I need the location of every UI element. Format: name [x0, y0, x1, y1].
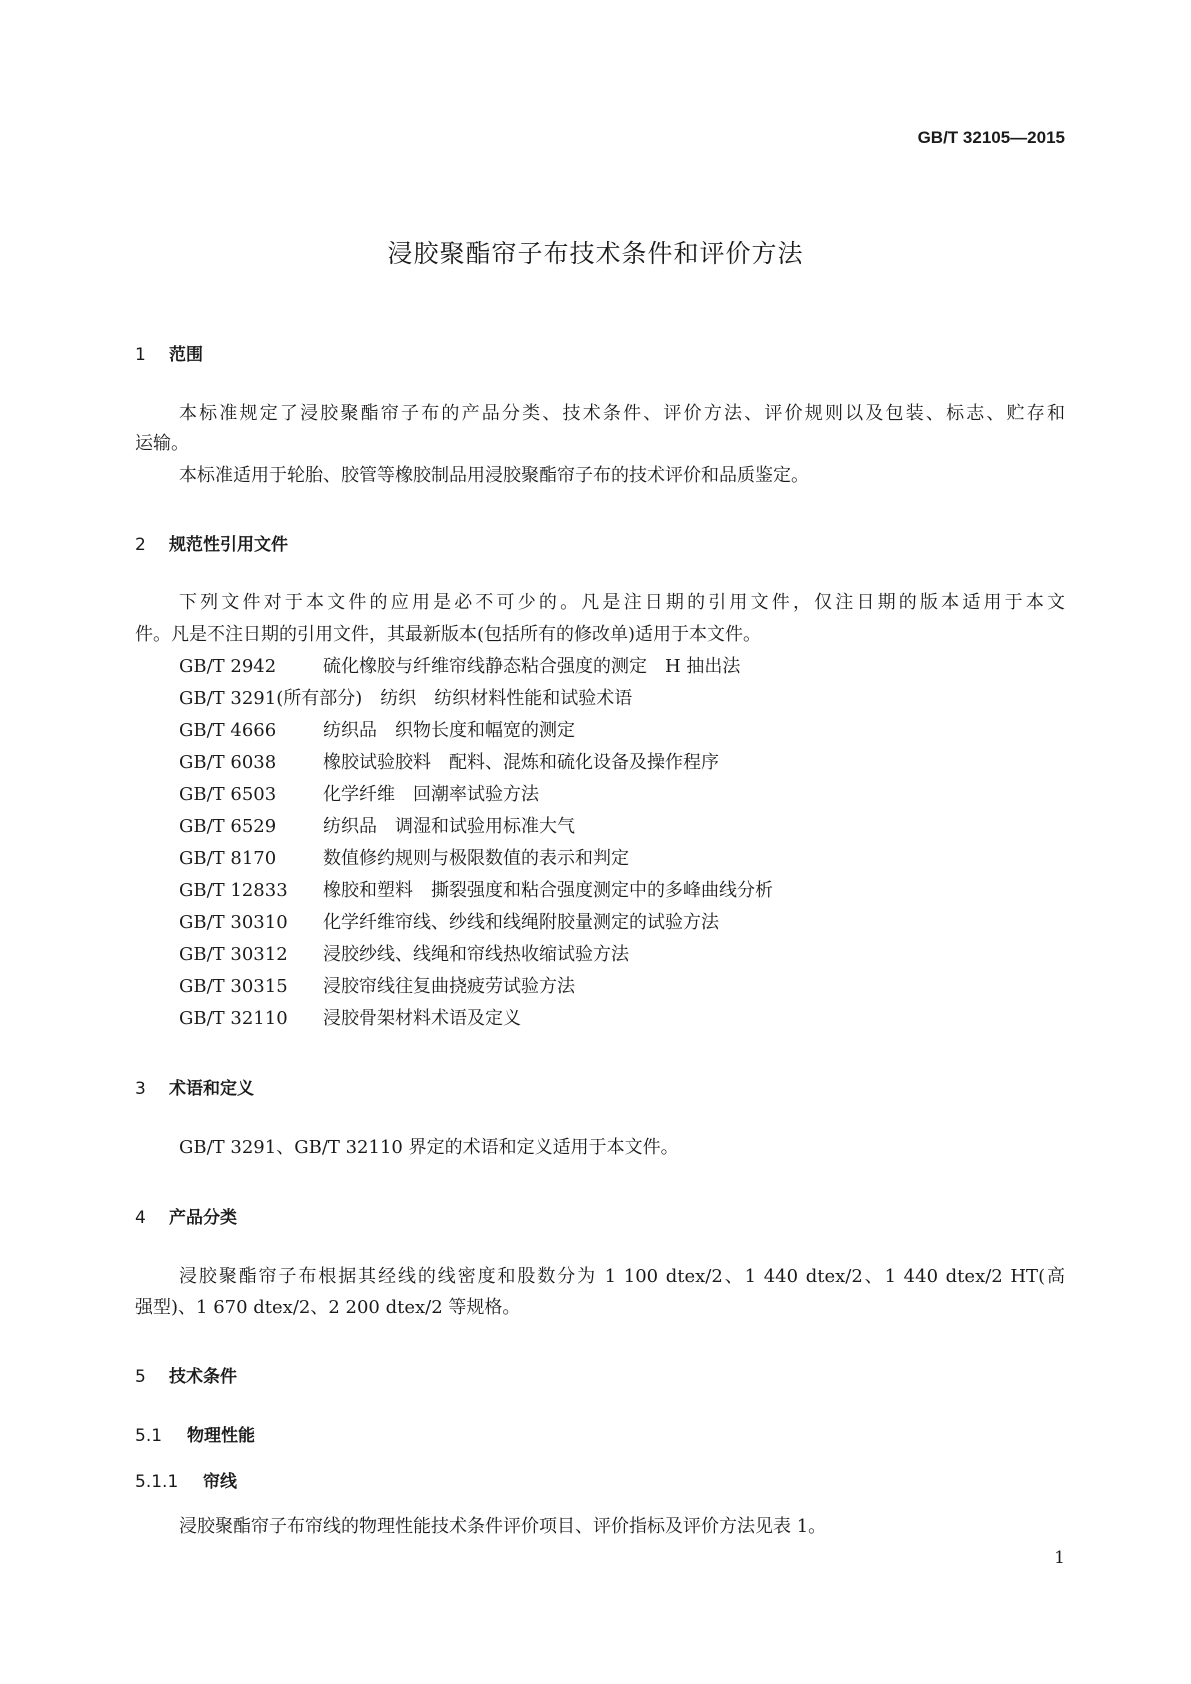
document-title: 浸胶聚酯帘子布技术条件和评价方法 — [387, 239, 804, 268]
paragraph-line: 本标准适用于轮胎、胶管等橡胶制品用浸胶聚酯帘子布的技术评价和品质鉴定。 — [179, 465, 809, 486]
section-1-heading: 1 范围 — [135, 345, 203, 365]
reference-item — [179, 975, 575, 999]
reference-item — [179, 879, 773, 903]
paragraph-line: 运输。 — [135, 433, 189, 454]
section-3-heading: 3 术语和定义 — [135, 1079, 254, 1099]
reference-title: 纺织 纺织材料性能和试验术语 — [380, 688, 633, 709]
reference-title: 化学纤维帘线、纱线和线绳附胶量测定的试验方法 — [323, 912, 719, 933]
reference-code: GB/T 6038 — [179, 752, 277, 773]
reference-item — [179, 911, 719, 935]
reference-code: GB/T 6503 — [179, 784, 277, 805]
reference-title: 浸胶纱线、线绳和帘线热收缩试验方法 — [323, 944, 629, 965]
reference-title: 橡胶和塑料 撕裂强度和粘合强度测定中的多峰曲线分析 — [323, 880, 773, 901]
reference-item — [179, 751, 719, 775]
reference-title: 化学纤维 回潮率试验方法 — [323, 784, 539, 805]
reference-title: 橡胶试验胶料 配料、混炼和硫化设备及操作程序 — [323, 752, 719, 773]
reference-item — [179, 655, 740, 679]
paragraph-line: 浸胶聚酯帘子布根据其经线的线密度和股数分为 1 100 dtex/2、1 440 dtex/2、1 440 dtex/2 HT(高 — [179, 1266, 1065, 1287]
reference-code: GB/T 30315 — [179, 976, 288, 997]
reference-title: 浸胶帘线往复曲挠疲劳试验方法 — [323, 976, 575, 997]
reference-title: 浸胶骨架材料术语及定义 — [323, 1008, 521, 1029]
reference-item — [179, 847, 629, 871]
reference-item — [179, 783, 539, 807]
section-4-heading: 4 产品分类 — [135, 1208, 237, 1228]
reference-code: GB/T 3291(所有部分) — [179, 688, 363, 709]
paragraph-line: 浸胶聚酯帘子布帘线的物理性能技术条件评价项目、评价指标及评价方法见表 1。 — [179, 1516, 827, 1537]
section-2-heading: 2 规范性引用文件 — [135, 535, 288, 555]
reference-title: 纺织品 调湿和试验用标准大气 — [323, 816, 575, 837]
reference-item — [179, 687, 632, 711]
reference-item — [179, 943, 629, 967]
paragraph-line: 强型)、1 670 dtex/2、2 200 dtex/2 等规格。 — [135, 1297, 521, 1318]
reference-title: 数值修约规则与极限数值的表示和判定 — [323, 848, 629, 869]
reference-code: GB/T 30312 — [179, 944, 288, 965]
paragraph-line: 下列文件对于本文件的应用是必不可少的。凡是注日期的引用文件，仅注日期的版本适用于本文 — [179, 592, 1065, 613]
reference-item — [179, 1007, 521, 1031]
section-5-1-heading: 5.1 物理性能 — [135, 1426, 255, 1446]
page-number: 1 — [1054, 1548, 1065, 1568]
reference-code: GB/T 4666 — [179, 720, 277, 741]
reference-title: 纺织品 织物长度和幅宽的测定 — [323, 720, 575, 741]
paragraph-line: GB/T 3291、GB/T 32110 界定的术语和定义适用于本文件。 — [179, 1137, 679, 1158]
reference-code: GB/T 32110 — [179, 1008, 288, 1029]
section-5-heading: 5 技术条件 — [135, 1367, 237, 1387]
standard-number: GB/T 32105—2015 — [917, 128, 1065, 147]
reference-code: GB/T 8170 — [179, 848, 277, 869]
reference-code: GB/T 12833 — [179, 880, 288, 901]
reference-item — [179, 719, 575, 743]
section-5-1-1-heading: 5.1.1 帘线 — [135, 1472, 237, 1492]
reference-code: GB/T 30310 — [179, 912, 288, 933]
paragraph-line: 本标准规定了浸胶聚酯帘子布的产品分类、技术条件、评价方法、评价规则以及包装、标志、贮存和 — [179, 403, 1065, 424]
reference-code: GB/T 6529 — [179, 816, 277, 837]
reference-item — [179, 815, 575, 839]
reference-code: GB/T 2942 — [179, 656, 277, 677]
paragraph-line: 件。凡是不注日期的引用文件，其最新版本(包括所有的修改单)适用于本文件。 — [135, 624, 762, 645]
reference-title: 硫化橡胶与纤维帘线静态粘合强度的测定 H 抽出法 — [323, 656, 741, 677]
